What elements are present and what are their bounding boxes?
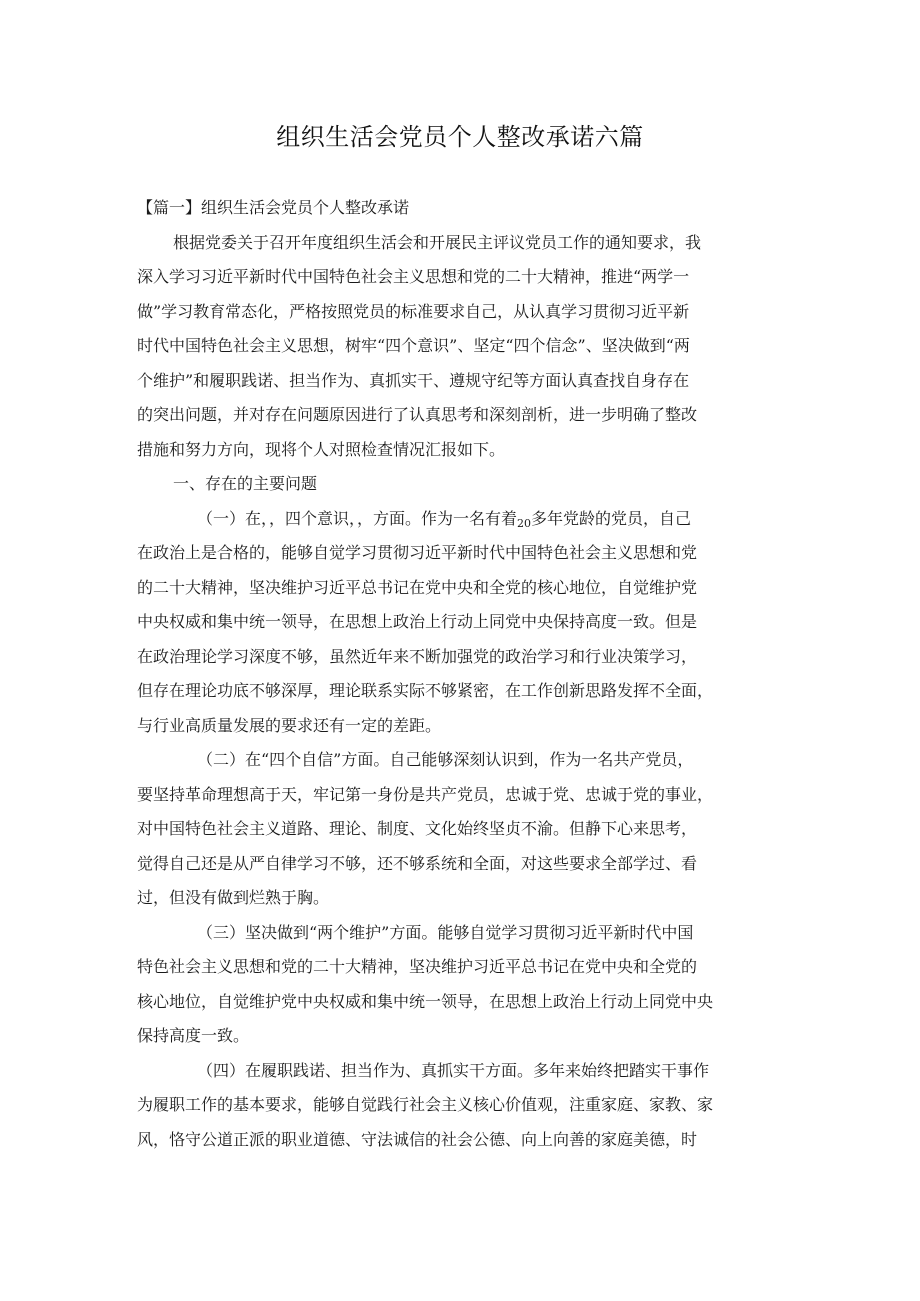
text-line: 中央权威和集中统一领导，在思想上政治上行动上同党中央保持高度一致。但是 (137, 612, 698, 631)
text-segment: （一）在，，四个意识，，方面。作为一名有着 (197, 508, 518, 528)
item2-paragraph (137, 743, 797, 916)
years-number: 20 (517, 516, 532, 530)
text-line: 为履职工作的基本要求，能够自觉践行社会主义核心价值观，注重家庭、家教、家 (137, 1095, 714, 1114)
text-segment: 多年党龄的党员，自己 (531, 508, 692, 528)
item3-paragraph (137, 916, 797, 1054)
text-line: 做”学习教育常态化，严格按照党员的标准要求自己，从认真学习贯彻习近平新 (137, 301, 690, 321)
section-heading: 一、存在的主要问题 (173, 474, 318, 493)
text-line: 但存在理论功底不够深厚，理论联系实际不够紧密，在工作创新思路发挥不全面， (137, 681, 714, 700)
text-line: 措施和努力方向，现将个人对照检查情况汇报如下。 (137, 439, 506, 459)
text-line: 核心地位，自觉维护党中央权威和集中统一领导，在思想上政治上行动上同党中央 (137, 991, 714, 1011)
item1-paragraph (137, 502, 797, 744)
text-line: 觉得自己还是从严自律学习不够，还不够系统和全面，对这些要求全部学过、看 (137, 853, 698, 873)
text-line: （三）坚决做到“两个维护”方面。能够自觉学习贯彻习近平新时代中国 (197, 922, 694, 942)
text-line: 在政治上是合格的，能够自觉学习贯彻习近平新时代中国特色社会主义思想和党 (137, 543, 698, 562)
intro-paragraph (137, 226, 797, 468)
text-line: 在政治理论学习深度不够，虽然近年来不断加强党的政治学习和行业决策学习， (137, 646, 698, 666)
text-line: 风，恪守公道正派的职业道德、守法诚信的社会公德、向上向善的家庭美德，时 (137, 1129, 698, 1149)
text-line: 要坚持革命理想高于天，牢记第一身份是共产党员，忠诚于党、忠诚于党的事业， (137, 784, 714, 804)
text-line: 过，但没有做到烂熟于胸。 (137, 888, 330, 907)
text-line: 的二十大精神，坚决维护习近平总书记在党中央和全党的核心地位，自觉维护党 (137, 577, 698, 597)
text-line: 深入学习习近平新时代中国特色社会主义思想和党的二十大精神，推进“两学一 (137, 267, 690, 286)
document-body (137, 191, 797, 1157)
text-line: （二）在“四个自信”方面。自己能够深刻认识到，作为一名共产党员， (197, 750, 694, 769)
text-line: 特色社会主义思想和党的二十大精神，坚决维护习近平总书记在党中央和全党的 (137, 957, 698, 976)
text-line (137, 502, 797, 537)
text-line: 对中国特色社会主义道路、理论、制度、文化始终坚贞不渝。但静下心来思考， (137, 819, 698, 838)
item4-paragraph (137, 1054, 797, 1158)
document-title: 组织生活会党员个人整改承诺六篇 (276, 123, 644, 151)
text-line: 根据党委关于召开年度组织生活会和开展民主评议党员工作的通知要求，我 (173, 232, 702, 252)
text-line: 保持高度一致。 (137, 1026, 250, 1045)
chapter-heading: 【篇一】组织生活会党员个人整改承诺 (137, 198, 410, 217)
text-line: 与行业高质量发展的要求还有一定的差距。 (137, 715, 442, 735)
text-line: 的突出问题，并对存在问题原因进行了认真思考和深刻剖析，进一步明确了整改 (137, 405, 698, 424)
text-line: 时代中国特色社会主义思想，树牢“四个意识”、坚定“四个信念”、坚决做到“两 (137, 336, 690, 355)
text-line: 个维护”和履职践诺、担当作为、真抓实干、遵规守纪等方面认真查找自身存在 (137, 370, 690, 390)
text-line: （四）在履职践诺、担当作为、真抓实干方面。多年来始终把踏实干事作 (197, 1060, 710, 1080)
